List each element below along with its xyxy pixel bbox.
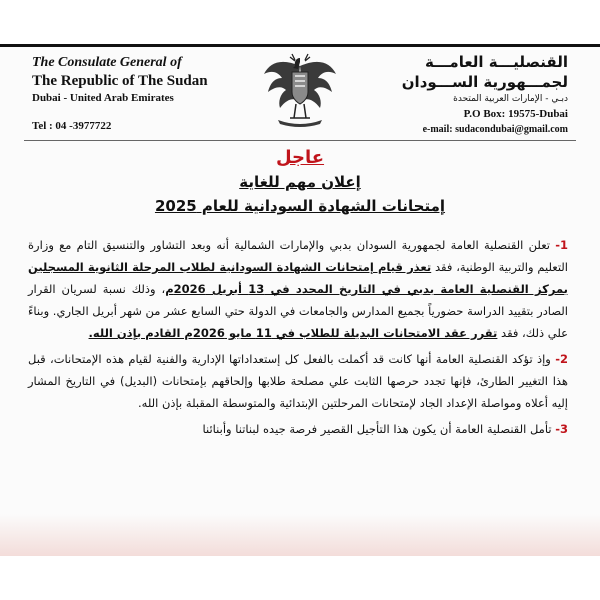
paragraph-number: 3- — [555, 422, 568, 436]
paragraph-text: وإذ تؤكد القنصلية العامة أنها كانت قد أكملت بالفعل كل إستعداداتها الإدارية والفنية لقيام هذه الإمتحانات، قبل هذا التغيير الطارئ، فإنها تجدد حرصها الثابت علي مصلحة طلابها وإلحاقهم بإمتحانات (البديل) في التاريخ المشار إليه أعلاه ومواصلة الإعداد الجاد لإمتحانات المرحلتين الإبتدائية والمتوسطة المقبلة بإذن الله. — [28, 352, 568, 410]
letterhead-en-line2: The Republic of The Sudan — [32, 73, 208, 89]
paragraph-1 — [28, 234, 568, 344]
announcement-title: إعلان مهم للغاية — [239, 173, 361, 191]
header-divider — [24, 140, 576, 141]
letterhead-arabic — [348, 52, 568, 135]
paragraph-number: 2- — [555, 352, 569, 366]
letterhead-english — [32, 54, 242, 132]
bottom-fade — [0, 514, 600, 556]
paragraph-2 — [28, 348, 568, 414]
paragraph-text: تأمل القنصلية العامة أن يكون هذا التأجيل القصير فرصة جيده لبناتنا وأبنائنا — [202, 422, 552, 436]
letterhead-ar-line1: القنصليـــة العامـــة — [424, 53, 568, 71]
announcement-body — [28, 234, 568, 444]
top-rule — [0, 44, 600, 47]
sudan-emblem-icon — [262, 48, 338, 128]
letterhead-en-line1: The Consulate General of — [32, 55, 182, 70]
paragraph-emphasis: تعذر قيام إمتحانات الشهادة السودانية لطلاب المرحلة الثانوية المسجلين بمركز القنصلية العامة بدبي في التاريخ المحدد في 13 أبريل 2026م — [28, 260, 568, 296]
letterhead-en-line3: Dubai - United Arab Emirates — [32, 92, 174, 104]
document-page — [0, 44, 600, 556]
letterhead-pobox: P.O Box: 19575-Dubai — [463, 108, 568, 120]
paragraph-text: ، وذلك نسبة لسريان القرار الصادر بتقييد الدراسة حضورياً بجميع المدارس والجامعات في الدولة حتي السابع عشر من شهر أبريل الجاري. وبناءً علي ذلك، فقد — [28, 282, 568, 340]
paragraph-3 — [28, 418, 568, 440]
letterhead-email[interactable]: e-mail: sudacondubai@gmail.com — [422, 124, 568, 135]
letterhead-ar-line3: دبـي - الإمارات العربية المتحدة — [453, 94, 568, 104]
letterhead-tel: Tel : 04 -3977722 — [32, 120, 112, 132]
urgent-label: عاجل — [275, 147, 325, 168]
announcement-subtitle: إمتحانات الشهادة السودانية للعام 2025 — [154, 197, 446, 215]
paragraph-emphasis: تقرر عقد الامتحانات البديلة للطلاب في 11 مايو 2026م القادم بإذن الله. — [88, 326, 498, 340]
letterhead-ar-line2: لجمـــهورية الســـودان — [401, 73, 568, 91]
paragraph-text: تعلن القنصلية العامة لجمهورية السودان بدبي والإمارات الشمالية أنه وبعد التشاور والتنسيق التام مع وزارة التعليم والتربية الوطنية، فقد — [28, 238, 569, 274]
paragraph-number: 1- — [555, 238, 569, 252]
